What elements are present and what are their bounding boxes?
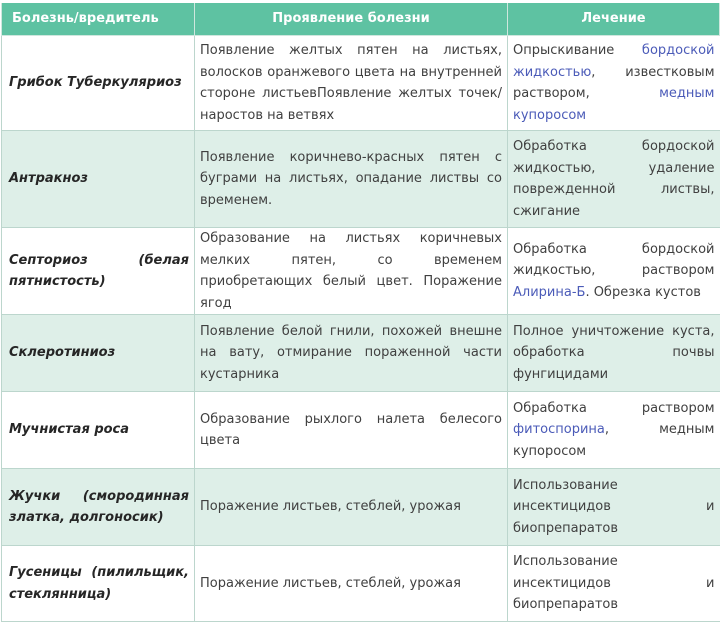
disease-treatment <box>508 36 720 131</box>
disease-manifestation: Появление белой гнили, похожей внешне на вату, отмирание пораженной части кустарника <box>195 315 508 392</box>
disease-treatment <box>508 546 720 622</box>
header-disease: Болезнь/вредитель <box>2 3 195 36</box>
disease-manifestation: Поражение листьев, стеблей, урожая <box>195 546 508 622</box>
disease-treatment <box>508 469 720 546</box>
table-row <box>2 469 720 546</box>
treatment-text: , известковым раствором, <box>513 64 715 101</box>
table-row <box>2 228 720 315</box>
treatment-link-alirin[interactable]: Алирина-Б <box>513 284 586 300</box>
disease-name: Склеротиниоз <box>2 315 195 392</box>
disease-treatment-table <box>1 3 720 622</box>
disease-manifestation: Образование рыхлого налета белесого цвета <box>195 392 508 469</box>
disease-manifestation: Появление коричнево-красных пятен с буграми на листьях, опадание листвы со временем. <box>195 131 508 228</box>
disease-manifestation: Поражение листьев, стеблей, урожая <box>195 469 508 546</box>
table-row <box>2 546 720 622</box>
treatment-text: Использование инсектицидов и биопрепаратов <box>513 554 715 613</box>
table-row <box>2 392 720 469</box>
treatment-text: Опрыскивание <box>513 43 642 58</box>
disease-name: Антракноз <box>2 131 195 228</box>
disease-treatment <box>508 131 720 228</box>
table-row <box>2 36 720 131</box>
disease-name: Септориоз (белая пятнистость) <box>2 228 195 315</box>
treatment-text: Обработка бордоской жидкостью, раствором <box>513 241 715 279</box>
treatment-text: . Обрезка кустов <box>585 284 701 300</box>
disease-manifestation: Появление желтых пятен на листьях, волосков оранжевого цвета на внутренней стороне листьевПоявление желтых точек/наростов на ветвях <box>195 36 508 131</box>
treatment-text: Обработка бордоской жидкостью, удаление поврежденной листвы, сжигание <box>513 139 715 219</box>
disease-treatment <box>508 392 720 469</box>
disease-treatment <box>508 315 720 392</box>
treatment-link-copper-sulfate[interactable]: медным купоросом <box>513 86 715 123</box>
table-row <box>2 315 720 392</box>
header-treatment: Лечение <box>508 3 720 36</box>
disease-manifestation: Образование на листьях коричневых мелких пятен, со временем приобретающих белый цвет. Поражение ягод <box>195 228 508 315</box>
disease-name: Жучки (смородинная златка, долгоносик) <box>2 469 195 546</box>
treatment-text: Обработка раствором <box>513 400 715 416</box>
table-header-row <box>2 3 720 36</box>
treatment-text: , медным купоросом <box>513 422 715 459</box>
treatment-text: Использование инсектицидов и биопрепаратов <box>513 477 715 536</box>
disease-treatment <box>508 228 720 315</box>
treatment-text: Полное уничтожение куста, обработка почвы фунгицидами <box>513 323 715 382</box>
header-manifestation: Проявление болезни <box>195 3 508 36</box>
treatment-link-bordeaux[interactable]: бордоской жидкостью <box>513 43 715 80</box>
disease-name: Мучнистая роса <box>2 392 195 469</box>
disease-name: Гусеницы (пилильщик, стеклянница) <box>2 546 195 622</box>
disease-name: Грибок Туберкуляриоз <box>2 36 195 131</box>
treatment-link-fitosporin[interactable]: фитоспорина <box>513 422 605 438</box>
table-row <box>2 131 720 228</box>
